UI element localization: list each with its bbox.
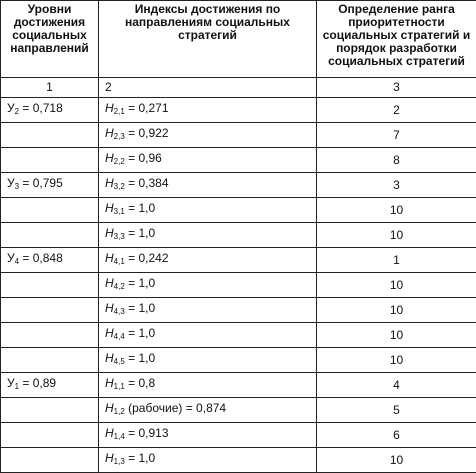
index-value: = 1,0	[125, 351, 155, 365]
index-value: = 1,0	[125, 301, 155, 315]
rank-cell: 10	[317, 323, 476, 348]
index: H	[105, 176, 114, 190]
index-sub: 4,4	[114, 332, 125, 341]
index-value: = 0,8	[125, 376, 155, 390]
index-sub: 2,3	[114, 132, 125, 141]
table-row	[1, 423, 476, 448]
level-cell	[1, 173, 99, 198]
level-cell	[1, 273, 99, 298]
rank-cell: 5	[317, 398, 476, 423]
level-cell	[1, 423, 99, 448]
rank-cell: 10	[317, 273, 476, 298]
rank-cell: 10	[317, 198, 476, 223]
index-value: = 1,0	[125, 451, 155, 465]
rank-cell: 4	[317, 373, 476, 398]
level-sub: 2	[15, 107, 19, 116]
index-cell	[99, 198, 317, 223]
table-row	[1, 298, 476, 323]
level-cell	[1, 123, 99, 148]
index: H	[105, 226, 114, 240]
index-cell	[99, 448, 317, 473]
index-cell	[99, 273, 317, 298]
level-cell	[1, 398, 99, 423]
level: У	[7, 251, 15, 265]
level-cell	[1, 248, 99, 273]
index-cell	[99, 148, 317, 173]
index: H	[105, 101, 114, 115]
index: H	[105, 401, 114, 415]
rank-cell: 6	[317, 423, 476, 448]
level-value: = 0,89	[19, 376, 56, 390]
index-cell	[99, 373, 317, 398]
rank-cell: 8	[317, 148, 476, 173]
index: H	[105, 126, 114, 140]
table-row	[1, 248, 476, 273]
index-sub: 3,2	[114, 182, 125, 191]
index: H	[105, 451, 114, 465]
index-sub: 2,1	[114, 107, 125, 116]
numbering-cell-3: 3	[317, 78, 476, 98]
index: H	[105, 426, 114, 440]
index-sub: 1,1	[114, 382, 125, 391]
table-row	[1, 398, 476, 423]
level-value: = 0,718	[19, 101, 63, 115]
table-row	[1, 123, 476, 148]
table-row	[1, 323, 476, 348]
table-row	[1, 98, 476, 123]
rank-cell: 3	[317, 173, 476, 198]
index-cell	[99, 348, 317, 373]
header-rank: Определение ранга приоритетности социальных стратегий и порядок разработки социальных стратегий	[317, 1, 476, 78]
rank-cell: 1	[317, 248, 476, 273]
index-value: = 0,922	[125, 126, 169, 140]
numbering-cell-1: 1	[1, 78, 99, 98]
level-cell	[1, 373, 99, 398]
table-row	[1, 448, 476, 473]
level-sub: 3	[15, 182, 19, 191]
header-indices: Индексы достижения по направлениям социальных стратегий	[99, 1, 317, 78]
index-sub: 3,1	[114, 207, 125, 216]
index-sub: 1,2	[114, 407, 125, 416]
level-value: = 0,848	[19, 251, 63, 265]
index-value: = 0,242	[125, 251, 169, 265]
index-cell	[99, 398, 317, 423]
level: У	[7, 101, 15, 115]
index-cell	[99, 423, 317, 448]
level-cell	[1, 348, 99, 373]
table-row	[1, 148, 476, 173]
index-sub: 3,3	[114, 232, 125, 241]
index-value: = 0,96	[125, 151, 162, 165]
index-sub: 4,3	[114, 307, 125, 316]
index-value: = 0,384	[125, 176, 169, 190]
index-cell	[99, 98, 317, 123]
rank-cell: 10	[317, 223, 476, 248]
index: H	[105, 276, 114, 290]
level: У	[7, 176, 15, 190]
level-cell	[1, 98, 99, 123]
level-cell	[1, 148, 99, 173]
level-cell	[1, 298, 99, 323]
index-value: = 1,0	[125, 326, 155, 340]
numbering-cell-2: 2	[99, 78, 317, 98]
index-cell	[99, 323, 317, 348]
index-value: = 0,913	[125, 426, 169, 440]
index-value: = 1,0	[125, 201, 155, 215]
index: H	[105, 351, 114, 365]
table-row	[1, 273, 476, 298]
header-row	[1, 1, 476, 78]
rank-cell: 7	[317, 123, 476, 148]
level-value: = 0,795	[19, 176, 63, 190]
table-row	[1, 373, 476, 398]
rank-cell: 10	[317, 348, 476, 373]
index-sub: 4,5	[114, 357, 125, 366]
level-cell	[1, 198, 99, 223]
index-sub: 2,2	[114, 157, 125, 166]
index-cell	[99, 173, 317, 198]
level-cell	[1, 323, 99, 348]
index: H	[105, 326, 114, 340]
level-cell	[1, 448, 99, 473]
index-value: = 1,0	[125, 226, 155, 240]
level-sub: 1	[15, 382, 19, 391]
index: H	[105, 301, 114, 315]
level: У	[7, 376, 15, 390]
level-sub: 4	[15, 257, 19, 266]
index: H	[105, 201, 114, 215]
level-cell	[1, 223, 99, 248]
index: H	[105, 151, 114, 165]
header-levels: Уровни достижения социальных направлений	[1, 1, 99, 78]
index: H	[105, 251, 114, 265]
table-row	[1, 348, 476, 373]
index-sub: 1,3	[114, 457, 125, 466]
table-row	[1, 198, 476, 223]
index-sub: 4,2	[114, 282, 125, 291]
rank-cell: 10	[317, 448, 476, 473]
index-value: (рабочие) = 0,874	[125, 401, 226, 415]
index-cell	[99, 298, 317, 323]
index-value: = 1,0	[125, 276, 155, 290]
rank-cell: 2	[317, 98, 476, 123]
index-cell	[99, 248, 317, 273]
index-cell	[99, 123, 317, 148]
numbering-row	[1, 78, 476, 98]
table-row	[1, 223, 476, 248]
index-sub: 4,1	[114, 257, 125, 266]
index-cell	[99, 223, 317, 248]
index-sub: 1,4	[114, 432, 125, 441]
table-row	[1, 173, 476, 198]
index: H	[105, 376, 114, 390]
index-value: = 0,271	[125, 101, 169, 115]
rank-cell: 10	[317, 298, 476, 323]
